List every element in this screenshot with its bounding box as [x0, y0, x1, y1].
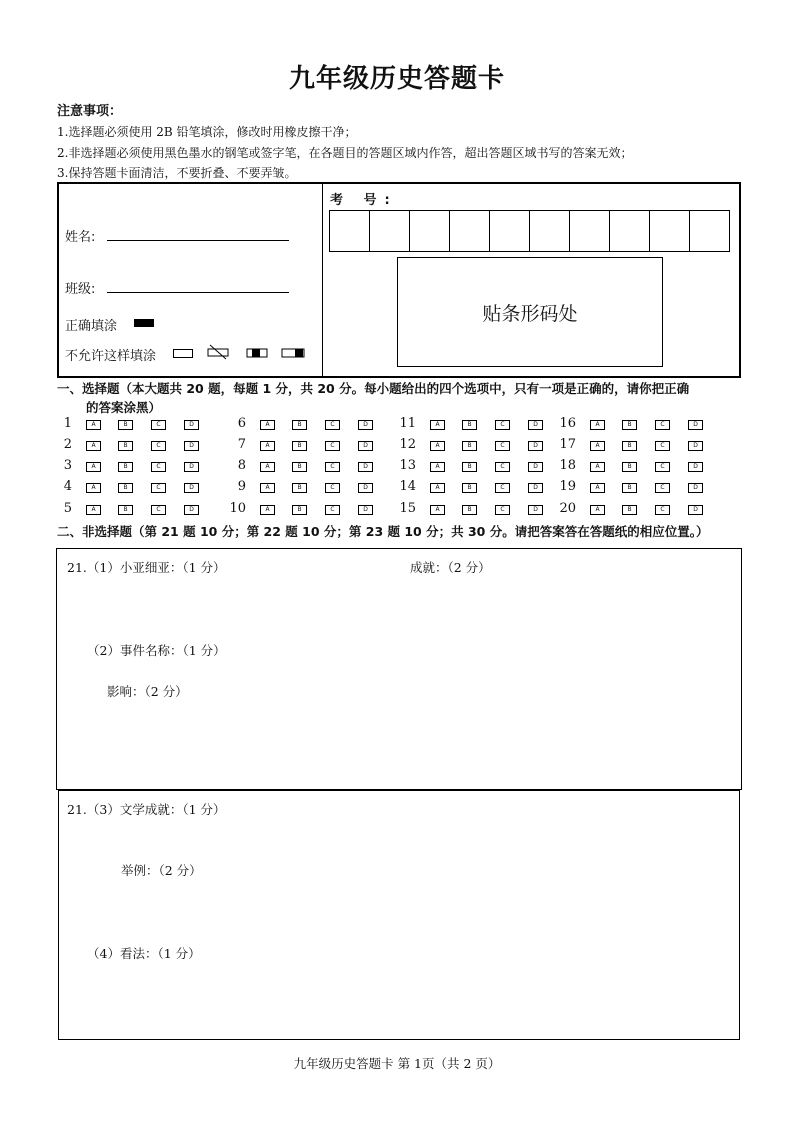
exam-number-cell[interactable] [650, 211, 690, 251]
option-bubble[interactable]: A [86, 441, 101, 451]
option-bubble[interactable]: C [495, 505, 510, 515]
option-bubble[interactable]: C [495, 441, 510, 451]
question-number: 10 [229, 501, 246, 516]
section2-title: 二、非选择题（第 21 题 10 分；第 22 题 10 分；第 23 题 10 分；共 30 分。请把答案答在答题纸的相应位置。） [57, 524, 709, 539]
question-number: 3 [63, 458, 72, 473]
option-bubble[interactable]: C [151, 420, 166, 430]
option-bubble[interactable]: C [495, 420, 510, 430]
exam-number-cell[interactable] [490, 211, 530, 251]
option-bubble[interactable]: D [184, 462, 199, 472]
q21-part2-impact: 影响：（2 分） [107, 684, 188, 699]
option-bubble[interactable]: C [655, 420, 670, 430]
q21-part1-achievement: 成就：（2 分） [410, 560, 491, 575]
option-bubble[interactable]: B [292, 441, 307, 451]
notice-line-3: 3.保持答题卡面清洁，不要折叠、不要弄皱。 [57, 166, 297, 180]
q21-part3-example: 举例：（2 分） [121, 863, 202, 878]
option-bubble[interactable]: A [590, 441, 605, 451]
option-bubble[interactable]: B [118, 441, 133, 451]
option-bubble[interactable]: D [184, 420, 199, 430]
option-bubble[interactable]: D [688, 483, 703, 493]
option-bubble[interactable]: B [622, 420, 637, 430]
question-number: 15 [399, 501, 416, 516]
correct-fill-example [134, 319, 154, 327]
barcode-label: 贴条形码处 [482, 302, 578, 325]
option-bubble[interactable]: A [430, 462, 445, 472]
option-bubble[interactable]: B [462, 483, 477, 493]
question-number: 4 [63, 479, 72, 494]
notice-line-2: 2.非选择题必须使用黑色墨水的钢笔或签字笔，在各题目的答题区域内作答，超出答题区域书写的答案无效； [57, 146, 633, 160]
answer-box-21a[interactable] [56, 548, 742, 790]
section1-title-cont: 的答案涂黑） [86, 400, 162, 415]
exam-number-cell[interactable] [530, 211, 570, 251]
option-bubble[interactable]: B [292, 420, 307, 430]
exam-number-grid[interactable] [329, 210, 730, 252]
answer-box-21b[interactable] [58, 790, 740, 1040]
info-divider [322, 184, 323, 376]
question-number: 11 [399, 416, 416, 431]
option-bubble[interactable]: A [430, 420, 445, 430]
exam-number-cell[interactable] [370, 211, 410, 251]
option-bubble[interactable]: B [622, 441, 637, 451]
question-number: 19 [559, 479, 576, 494]
option-bubble[interactable]: C [655, 505, 670, 515]
q21-part2: （2）事件名称：（1 分） [87, 643, 226, 658]
exam-number-cell[interactable] [410, 211, 450, 251]
question-number: 14 [399, 479, 416, 494]
question-number: 18 [559, 458, 576, 473]
exam-number-label: 考 号: [330, 193, 398, 208]
option-bubble[interactable]: D [358, 441, 373, 451]
option-bubble[interactable]: D [358, 505, 373, 515]
option-bubble[interactable]: B [622, 483, 637, 493]
option-bubble[interactable]: B [292, 505, 307, 515]
question-number: 9 [237, 479, 246, 494]
wrong-fill-label: 不允许这样填涂 [65, 349, 157, 364]
option-bubble[interactable]: A [86, 462, 101, 472]
exam-number-cell[interactable] [330, 211, 370, 251]
option-bubble[interactable]: A [86, 420, 101, 430]
option-bubble[interactable]: B [118, 483, 133, 493]
wrong-fill-slash [206, 344, 232, 360]
notice-line-1: 1.选择题必须使用 2B 铅笔填涂，修改时用橡皮擦干净； [57, 125, 357, 139]
option-bubble[interactable]: A [430, 505, 445, 515]
option-bubble[interactable]: C [151, 441, 166, 451]
question-number: 8 [237, 458, 246, 473]
option-bubble[interactable]: D [184, 483, 199, 493]
option-bubble[interactable]: A [260, 505, 275, 515]
question-number: 1 [63, 416, 72, 431]
option-bubble[interactable]: D [528, 483, 543, 493]
option-bubble[interactable]: B [118, 420, 133, 430]
q21-part3: 21.（3）文学成就：（1 分） [67, 802, 226, 817]
option-bubble[interactable]: C [325, 462, 340, 472]
option-bubble[interactable]: B [462, 462, 477, 472]
option-bubble[interactable]: D [358, 420, 373, 430]
option-bubble[interactable]: C [325, 483, 340, 493]
exam-number-cell[interactable] [610, 211, 650, 251]
option-bubble[interactable]: B [462, 441, 477, 451]
option-bubble[interactable]: C [655, 462, 670, 472]
option-bubble[interactable]: D [528, 505, 543, 515]
option-bubble[interactable]: C [325, 505, 340, 515]
question-number: 12 [399, 437, 416, 452]
option-bubble[interactable]: D [358, 483, 373, 493]
question-number: 16 [559, 416, 576, 431]
option-bubble[interactable]: B [118, 462, 133, 472]
question-number: 5 [63, 501, 72, 516]
exam-number-cell[interactable] [450, 211, 490, 251]
option-bubble[interactable]: C [151, 483, 166, 493]
option-bubble[interactable]: A [590, 462, 605, 472]
option-bubble[interactable]: A [590, 483, 605, 493]
option-bubble[interactable]: D [688, 441, 703, 451]
option-bubble[interactable]: D [528, 462, 543, 472]
option-bubble[interactable]: B [462, 420, 477, 430]
wrong-fill-empty [173, 349, 193, 358]
option-bubble[interactable]: D [688, 420, 703, 430]
option-bubble[interactable]: B [292, 483, 307, 493]
question-number: 20 [559, 501, 576, 516]
option-bubble[interactable]: A [260, 441, 275, 451]
option-bubble[interactable]: D [528, 441, 543, 451]
option-bubble[interactable]: D [184, 441, 199, 451]
question-number: 2 [63, 437, 72, 452]
option-bubble[interactable]: A [260, 483, 275, 493]
student-info-box [57, 182, 741, 378]
option-bubble[interactable]: A [590, 505, 605, 515]
name-field[interactable] [107, 240, 289, 241]
option-bubble[interactable]: A [86, 483, 101, 493]
option-bubble[interactable]: C [325, 441, 340, 451]
option-bubble[interactable]: B [292, 462, 307, 472]
section1-title: 一、选择题（本大题共 20 题，每题 1 分，共 20 分。每小题给出的四个选项中，只有一项是正确的，请你把正确 [57, 381, 690, 396]
page-title: 九年级历史答题卡 [288, 64, 505, 94]
question-number: 17 [559, 437, 576, 452]
question-number: 7 [237, 437, 246, 452]
option-bubble[interactable]: A [430, 483, 445, 493]
option-bubble[interactable]: D [358, 462, 373, 472]
option-bubble[interactable]: C [325, 420, 340, 430]
wrong-fill-half [246, 347, 270, 359]
notice-heading: 注意事项： [57, 104, 123, 119]
option-bubble[interactable]: C [655, 441, 670, 451]
name-label: 姓名: [65, 230, 96, 245]
option-bubble[interactable]: D [528, 420, 543, 430]
option-bubble[interactable]: A [260, 420, 275, 430]
question-number: 6 [237, 416, 246, 431]
option-bubble[interactable]: D [688, 505, 703, 515]
option-bubble[interactable]: A [430, 441, 445, 451]
exam-number-cell[interactable] [570, 211, 610, 251]
option-bubble[interactable]: D [184, 505, 199, 515]
page-footer: 九年级历史答题卡 第 1页（共 2 页） [293, 1056, 501, 1071]
q21-part4: （4）看法：（1 分） [87, 946, 201, 961]
option-bubble[interactable]: C [151, 505, 166, 515]
option-bubble[interactable]: B [622, 462, 637, 472]
class-label: 班级: [65, 282, 96, 297]
option-bubble[interactable]: D [688, 462, 703, 472]
question-number: 13 [399, 458, 416, 473]
option-bubble[interactable]: C [151, 462, 166, 472]
option-bubble[interactable]: B [622, 505, 637, 515]
option-bubble[interactable]: C [655, 483, 670, 493]
exam-number-cell[interactable] [690, 211, 729, 251]
wrong-fill-partial [281, 347, 307, 359]
option-bubble[interactable]: A [590, 420, 605, 430]
option-bubble[interactable]: A [86, 505, 101, 515]
correct-fill-label: 正确填涂 [65, 319, 118, 334]
q21-part1: 21.（1）小亚细亚：（1 分） [67, 560, 226, 575]
barcode-area [397, 257, 663, 367]
option-bubble[interactable]: B [118, 505, 133, 515]
option-bubble[interactable]: A [260, 462, 275, 472]
option-bubble[interactable]: C [495, 483, 510, 493]
option-bubble[interactable]: B [462, 505, 477, 515]
class-field[interactable] [107, 292, 289, 293]
option-bubble[interactable]: C [495, 462, 510, 472]
